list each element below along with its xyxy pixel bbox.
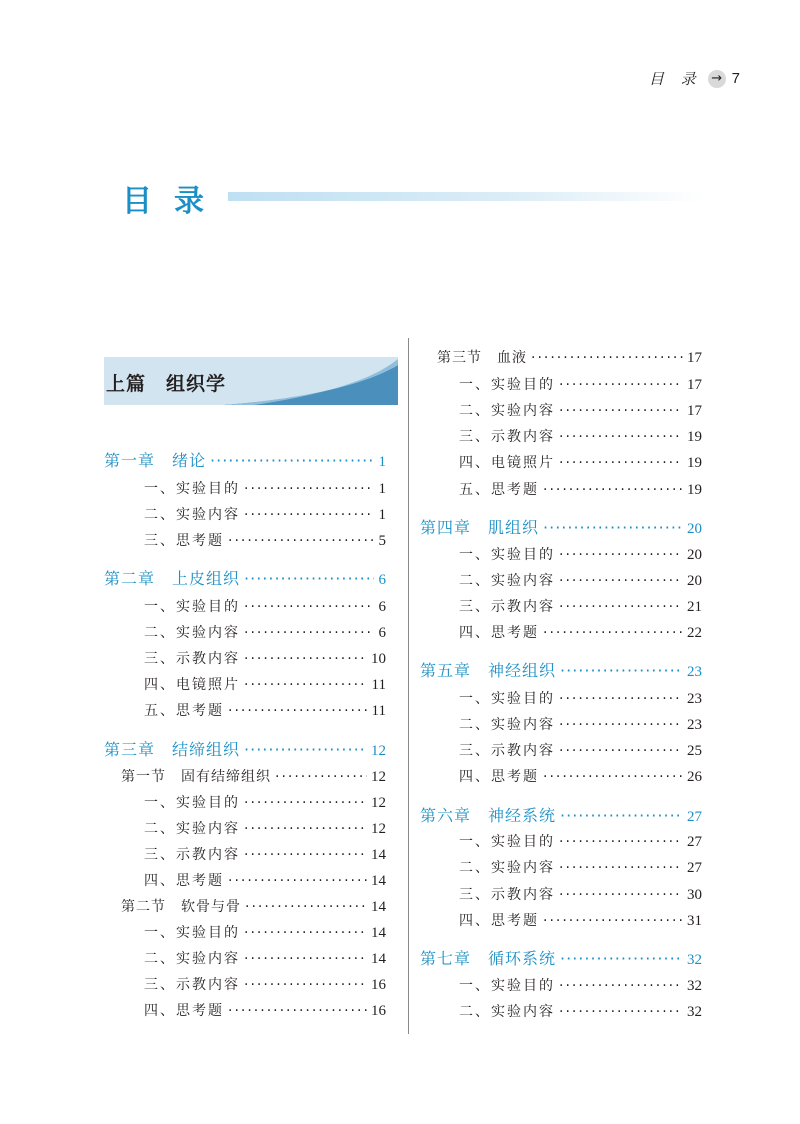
toc-leader-dots [559,547,683,563]
toc-leader-dots [543,518,683,537]
toc-page-number: 14 [371,899,386,915]
toc-leader-dots [244,977,367,993]
toc-item-line [144,596,386,616]
toc-label: 一、实验目的 [144,599,240,615]
toc-label: 二、实验内容 [144,951,240,967]
toc-leader-dots [559,743,683,759]
toc-page-number: 31 [687,913,702,929]
toc-page-number: 1 [378,481,386,497]
toc-page-number: 25 [687,743,702,759]
toc-leader-dots [228,703,368,719]
column-divider [408,338,409,1034]
running-header [649,68,740,89]
toc-page-number: 17 [687,403,702,419]
toc-item-line [144,922,386,942]
toc-page-number: 11 [371,703,386,719]
toc-page-number: 14 [371,847,386,863]
toc-leader-dots [559,455,683,471]
toc-chapter-line [420,658,702,681]
toc-label: 二、实验内容 [459,1004,555,1020]
toc-label: 一、实验目的 [459,691,555,707]
toc-label: 一、实验目的 [459,377,555,393]
toc-label: 三、示教内容 [144,977,240,993]
toc-leader-dots [559,1004,683,1020]
toc-leader-dots [543,913,683,929]
toc-leader-dots [244,925,367,941]
toc-section-line [121,896,386,916]
part-banner [104,357,398,405]
toc-item-line [144,870,386,890]
toc-leader-dots [560,661,683,680]
toc-leader-dots [559,377,683,393]
toc-leader-dots [244,481,374,497]
toc-item-line [459,1001,702,1021]
toc-label: 二、实验内容 [144,821,240,837]
toc-item-line [144,792,386,812]
toc-page-number: 14 [371,925,386,941]
toc-label: 二、实验内容 [459,573,555,589]
toc-label: 三、思考题 [144,533,224,549]
toc-item-line [459,426,702,446]
toc-page-number: 1 [378,507,386,523]
toc-item-line [459,374,702,394]
toc-chapter-line [104,448,386,471]
toc-page-number: 6 [378,625,386,641]
toc-label: 一、实验目的 [459,547,555,563]
toc-page-number: 23 [687,717,702,733]
toc-item-line [144,478,386,498]
toc-label: 第四章 肌组织 [420,518,540,537]
toc-item-line [144,948,386,968]
toc-label: 三、示教内容 [144,847,240,863]
toc-leader-dots [543,625,683,641]
toc-label: 二、实验内容 [459,403,555,419]
toc-chapter-line [104,737,386,760]
toc-leader-dots [245,899,367,915]
toc-leader-dots [559,691,683,707]
toc-page-number: 32 [687,1004,702,1020]
toc-page-number: 20 [687,573,702,589]
toc-item-line [459,688,702,708]
toc-page-number: 26 [687,769,702,785]
toc-label: 三、示教内容 [459,743,555,759]
toc-leader-dots [275,769,367,785]
toc-leader-dots [559,717,683,733]
toc-leader-dots [244,569,374,588]
toc-page-number: 32 [687,978,702,994]
toc-item-line [459,884,702,904]
toc-item-line [144,648,386,668]
toc-item-line [144,622,386,642]
toc-item-line [144,530,386,550]
toc-item-line [459,975,702,995]
toc-leader-dots [559,403,683,419]
toc-page-number: 12 [371,821,386,837]
toc-leader-dots [244,740,367,759]
toc-item-line [144,844,386,864]
toc-label: 第二节 软骨与骨 [121,899,241,915]
toc-item-line [459,452,702,472]
toc-item-line [459,766,702,786]
toc-leader-dots [244,795,367,811]
toc-label: 四、思考题 [459,625,539,641]
toc-leader-dots [559,599,683,615]
toc-page-number: 30 [687,887,702,903]
toc-item-line [144,818,386,838]
toc-leader-dots [560,806,683,825]
toc-leader-dots [244,651,367,667]
toc-leader-dots [244,507,374,523]
toc-label: 三、示教内容 [459,429,555,445]
toc-leader-dots [560,949,683,968]
toc-page-number: 5 [378,533,386,549]
toc-label: 一、实验目的 [144,481,240,497]
toc-page-number: 1 [378,454,386,470]
toc-chapter-line [420,803,702,826]
toc-leader-dots [559,429,683,445]
toc-leader-dots [543,482,683,498]
page-title: 目录 [122,184,226,219]
toc-page-number: 11 [371,677,386,693]
toc-leader-dots [244,677,368,693]
toc-page-number: 23 [687,664,702,680]
toc-label: 三、示教内容 [459,599,555,615]
toc-item-line [459,400,702,420]
toc-item-line [459,714,702,734]
toc-item-line [144,504,386,524]
toc-leader-dots [559,887,683,903]
toc-page-number: 19 [687,429,702,445]
toc-leader-dots [543,769,683,785]
toc-leader-dots [210,451,374,470]
toc-label: 四、思考题 [459,769,539,785]
toc-label: 第六章 神经系统 [420,806,557,825]
toc-page-number: 12 [371,743,386,759]
toc-page-number: 14 [371,873,386,889]
toc-leader-dots [228,1003,367,1019]
toc-label: 三、示教内容 [144,651,240,667]
toc-page-number: 27 [687,834,702,850]
toc-page-number: 16 [371,1003,386,1019]
toc-page-number: 20 [687,521,702,537]
toc-page-number: 17 [687,350,702,366]
toc-page-number: 23 [687,691,702,707]
toc-label: 第一节 固有结缔组织 [121,769,271,785]
toc-page-number: 19 [687,455,702,471]
arrow-right-icon: → [708,70,726,88]
toc-label: 一、实验目的 [459,834,555,850]
toc-label: 四、思考题 [144,873,224,889]
toc-item-line [144,674,386,694]
toc-page-number: 14 [371,951,386,967]
toc-leader-dots [531,350,683,366]
toc-page-number: 6 [378,572,386,588]
part-title: 上篇 组织学 [106,373,227,395]
toc-label: 一、实验目的 [144,795,240,811]
toc-section-line [121,766,386,786]
toc-item-line [459,570,702,590]
toc-page-number: 10 [371,651,386,667]
toc-leader-dots [244,821,367,837]
toc-item-line [459,596,702,616]
toc-chapter-line [420,946,702,969]
toc-label: 四、电镜照片 [144,677,240,693]
toc-label: 第三节 血液 [437,350,527,366]
toc-label: 第五章 神经组织 [420,661,557,680]
toc-label: 二、实验内容 [459,717,555,733]
toc-page-number: 32 [687,952,702,968]
toc-leader-dots [559,978,683,994]
toc-page-number: 20 [687,547,702,563]
toc-leader-dots [228,533,374,549]
toc-label: 第一章 绪论 [104,451,207,470]
toc-label: 四、电镜照片 [459,455,555,471]
toc-label: 五、思考题 [459,482,539,498]
toc-label: 二、实验内容 [144,625,240,641]
toc-item-line [459,479,702,499]
toc-page-number: 6 [378,599,386,615]
toc-item-line [459,910,702,930]
toc-page-number: 22 [687,625,702,641]
toc-leader-dots [244,847,367,863]
toc-item-line [459,544,702,564]
toc-item-line [144,1000,386,1020]
toc-item-line [459,740,702,760]
toc-page-number: 17 [687,377,702,393]
toc-leader-dots [559,573,683,589]
toc-item-line [459,831,702,851]
toc-page-number: 27 [687,860,702,876]
toc-leader-dots [559,834,683,850]
title-decoration-bar [228,192,706,201]
toc-chapter-line [104,566,386,589]
toc-item-line [459,622,702,642]
toc-label: 一、实验目的 [459,978,555,994]
toc-label: 一、实验目的 [144,925,240,941]
toc-label: 第七章 循环系统 [420,949,557,968]
toc-page-number: 19 [687,482,702,498]
toc-item-line [459,857,702,877]
toc-section-line [437,347,702,367]
toc-leader-dots [244,625,374,641]
running-header-page-number: 7 [731,70,740,87]
toc-page-number: 16 [371,977,386,993]
toc-label: 二、实验内容 [144,507,240,523]
toc-item-line [144,700,386,720]
toc-chapter-line [420,515,702,538]
toc-page-number: 12 [371,769,386,785]
toc-page-number: 27 [687,809,702,825]
toc-label: 第三章 结缔组织 [104,740,241,759]
toc-leader-dots [244,951,367,967]
toc-leader-dots [559,860,683,876]
toc-label: 三、示教内容 [459,887,555,903]
toc-label: 第二章 上皮组织 [104,569,241,588]
toc-page-number: 12 [371,795,386,811]
toc-label: 二、实验内容 [459,860,555,876]
toc-item-line [144,974,386,994]
toc-leader-dots [228,873,367,889]
running-header-title: 目 录 [648,70,702,88]
toc-label: 五、思考题 [144,703,224,719]
toc-label: 四、思考题 [459,913,539,929]
toc-label: 四、思考题 [144,1003,224,1019]
toc-page-number: 21 [687,599,702,615]
toc-leader-dots [244,599,374,615]
